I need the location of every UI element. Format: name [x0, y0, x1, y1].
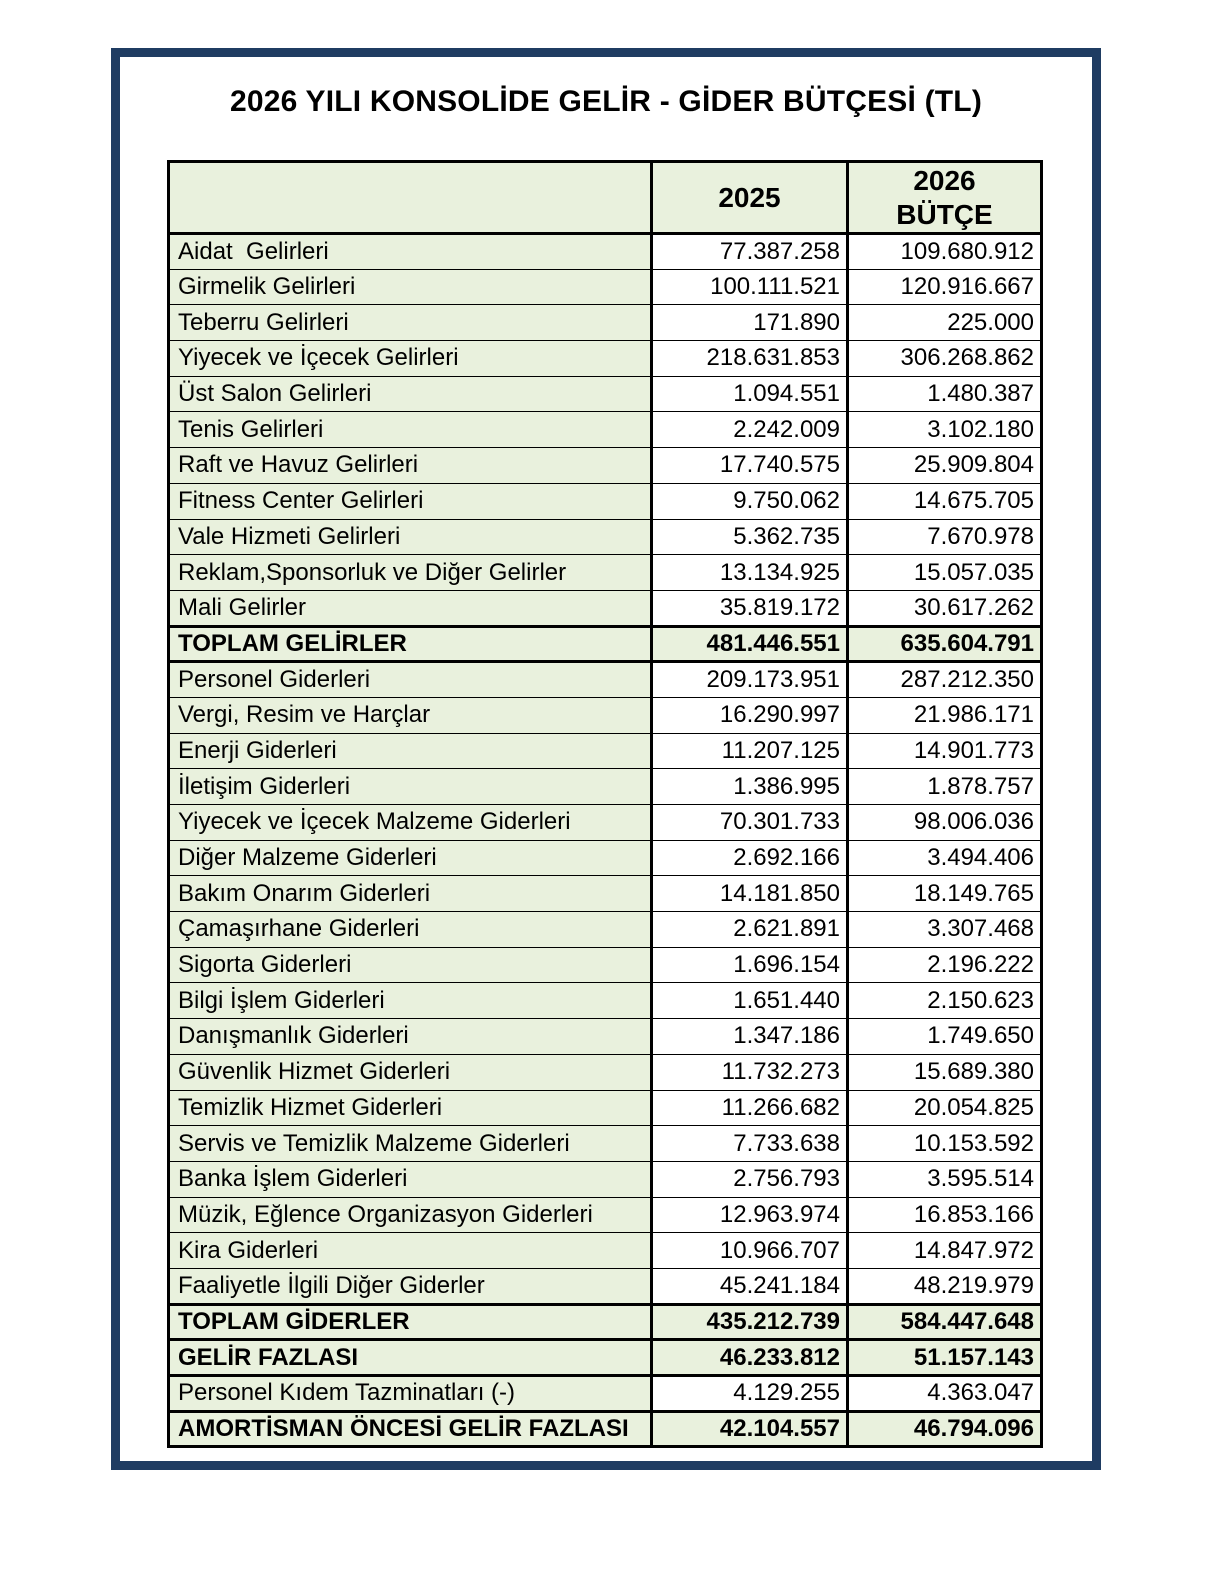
row-value-2026: 46.794.096	[848, 1411, 1042, 1447]
table-row	[169, 805, 1042, 841]
row-value-2025: 4.129.255	[652, 1376, 848, 1412]
row-value-2026: 25.909.804	[848, 448, 1042, 484]
row-value-2025: 2.621.891	[652, 912, 848, 948]
row-value-2025: 218.631.853	[652, 341, 848, 377]
row-label: Servis ve Temizlik Malzeme Giderleri	[169, 1126, 652, 1162]
row-label: Enerji Giderleri	[169, 733, 652, 769]
row-label: Girmelik Gelirleri	[169, 269, 652, 305]
row-value-2025: 5.362.735	[652, 519, 848, 555]
row-value-2026: 98.006.036	[848, 805, 1042, 841]
table-row	[169, 269, 1042, 305]
row-value-2026: 30.617.262	[848, 590, 1042, 626]
table-row	[169, 1340, 1042, 1376]
table-row	[169, 1126, 1042, 1162]
row-value-2026: 14.675.705	[848, 483, 1042, 519]
budget-table	[167, 160, 1043, 1448]
row-value-2025: 11.732.273	[652, 1054, 848, 1090]
table-row	[169, 234, 1042, 270]
row-label: Yiyecek ve İçecek Gelirleri	[169, 341, 652, 377]
row-value-2026: 15.689.380	[848, 1054, 1042, 1090]
row-value-2025: 17.740.575	[652, 448, 848, 484]
row-label: Tenis Gelirleri	[169, 412, 652, 448]
table-row	[169, 983, 1042, 1019]
row-value-2026: 21.986.171	[848, 697, 1042, 733]
row-value-2026: 20.054.825	[848, 1090, 1042, 1126]
row-value-2026: 287.212.350	[848, 662, 1042, 698]
row-value-2025: 35.819.172	[652, 590, 848, 626]
row-label: Çamaşırhane Giderleri	[169, 912, 652, 948]
row-label: Personel Giderleri	[169, 662, 652, 698]
row-value-2026: 1.749.650	[848, 1019, 1042, 1055]
table-row	[169, 519, 1042, 555]
table-row	[169, 626, 1042, 662]
table-row	[169, 912, 1042, 948]
table-row	[169, 590, 1042, 626]
row-value-2026: 15.057.035	[848, 555, 1042, 591]
row-value-2025: 11.207.125	[652, 733, 848, 769]
header-2026-butce	[848, 162, 1042, 234]
row-label: TOPLAM GELİRLER	[169, 626, 652, 662]
row-value-2025: 481.446.551	[652, 626, 848, 662]
row-value-2026: 14.901.773	[848, 733, 1042, 769]
row-label: AMORTİSMAN ÖNCESİ GELİR FAZLASI	[169, 1411, 652, 1447]
table-row	[169, 1376, 1042, 1412]
table-row	[169, 840, 1042, 876]
table-row	[169, 305, 1042, 341]
row-label: Personel Kıdem Tazminatları (-)	[169, 1376, 652, 1412]
table-row	[169, 769, 1042, 805]
header-2026-line1: 2026	[913, 164, 976, 196]
row-label: Raft ve Havuz Gelirleri	[169, 448, 652, 484]
row-value-2025: 1.347.186	[652, 1019, 848, 1055]
row-value-2025: 46.233.812	[652, 1340, 848, 1376]
row-value-2026: 2.196.222	[848, 947, 1042, 983]
table-row	[169, 341, 1042, 377]
row-value-2026: 3.102.180	[848, 412, 1042, 448]
row-value-2025: 42.104.557	[652, 1411, 848, 1447]
table-row	[169, 1054, 1042, 1090]
row-value-2026: 3.595.514	[848, 1161, 1042, 1197]
row-label: Aidat Gelirleri	[169, 234, 652, 270]
row-value-2025: 100.111.521	[652, 269, 848, 305]
header-empty-cell	[169, 162, 652, 234]
table-row	[169, 947, 1042, 983]
table-row	[169, 448, 1042, 484]
row-label: Temizlik Hizmet Giderleri	[169, 1090, 652, 1126]
row-label: İletişim Giderleri	[169, 769, 652, 805]
table-row	[169, 697, 1042, 733]
header-row	[169, 162, 1042, 234]
row-value-2026: 16.853.166	[848, 1197, 1042, 1233]
row-value-2026: 1.480.387	[848, 376, 1042, 412]
table-row	[169, 1268, 1042, 1304]
row-label: Faaliyetle İlgili Diğer Giderler	[169, 1268, 652, 1304]
row-label: Kira Giderleri	[169, 1233, 652, 1269]
row-label: Diğer Malzeme Giderleri	[169, 840, 652, 876]
row-value-2025: 16.290.997	[652, 697, 848, 733]
row-value-2026: 1.878.757	[848, 769, 1042, 805]
row-value-2025: 1.386.995	[652, 769, 848, 805]
row-value-2025: 11.266.682	[652, 1090, 848, 1126]
row-value-2025: 10.966.707	[652, 1233, 848, 1269]
row-value-2026: 14.847.972	[848, 1233, 1042, 1269]
row-label: Teberru Gelirleri	[169, 305, 652, 341]
row-label: Danışmanlık Giderleri	[169, 1019, 652, 1055]
row-value-2026: 7.670.978	[848, 519, 1042, 555]
row-value-2025: 435.212.739	[652, 1304, 848, 1340]
row-value-2026: 48.219.979	[848, 1268, 1042, 1304]
row-label: GELİR FAZLASI	[169, 1340, 652, 1376]
row-value-2025: 1.651.440	[652, 983, 848, 1019]
row-value-2025: 2.756.793	[652, 1161, 848, 1197]
table-row	[169, 1233, 1042, 1269]
row-value-2026: 4.363.047	[848, 1376, 1042, 1412]
table-row	[169, 876, 1042, 912]
row-value-2025: 14.181.850	[652, 876, 848, 912]
row-label: Sigorta Giderleri	[169, 947, 652, 983]
row-value-2026: 225.000	[848, 305, 1042, 341]
header-2025: 2025	[652, 162, 848, 234]
row-value-2026: 3.494.406	[848, 840, 1042, 876]
page-title: 2026 YILI KONSOLİDE GELİR - GİDER BÜTÇESİ (TL)	[229, 85, 983, 118]
row-label: Reklam,Sponsorluk ve Diğer Gelirler	[169, 555, 652, 591]
table-row	[169, 1411, 1042, 1447]
table-body	[169, 234, 1042, 1447]
row-label: Güvenlik Hizmet Giderleri	[169, 1054, 652, 1090]
row-value-2025: 12.963.974	[652, 1197, 848, 1233]
row-value-2025: 171.890	[652, 305, 848, 341]
row-label: Vergi, Resim ve Harçlar	[169, 697, 652, 733]
row-value-2025: 7.733.638	[652, 1126, 848, 1162]
row-value-2026: 306.268.862	[848, 341, 1042, 377]
row-value-2025: 13.134.925	[652, 555, 848, 591]
row-label: Bakım Onarım Giderleri	[169, 876, 652, 912]
row-label: Banka İşlem Giderleri	[169, 1161, 652, 1197]
row-value-2026: 2.150.623	[848, 983, 1042, 1019]
row-value-2026: 120.916.667	[848, 269, 1042, 305]
table-row	[169, 1304, 1042, 1340]
header-2026-line2: BÜTÇE	[896, 198, 993, 230]
row-value-2026: 109.680.912	[848, 234, 1042, 270]
row-value-2026: 10.153.592	[848, 1126, 1042, 1162]
table-row	[169, 662, 1042, 698]
page-frame	[111, 48, 1101, 1470]
row-value-2025: 77.387.258	[652, 234, 848, 270]
row-value-2026: 635.604.791	[848, 626, 1042, 662]
row-label: Mali Gelirler	[169, 590, 652, 626]
table-row	[169, 1019, 1042, 1055]
table-header	[169, 162, 1042, 234]
row-label: Müzik, Eğlence Organizasyon Giderleri	[169, 1197, 652, 1233]
row-value-2025: 209.173.951	[652, 662, 848, 698]
row-value-2025: 2.242.009	[652, 412, 848, 448]
row-value-2025: 1.696.154	[652, 947, 848, 983]
table-row	[169, 483, 1042, 519]
row-label: Yiyecek ve İçecek Malzeme Giderleri	[169, 805, 652, 841]
table-row	[169, 1197, 1042, 1233]
row-label: Bilgi İşlem Giderleri	[169, 983, 652, 1019]
row-value-2025: 2.692.166	[652, 840, 848, 876]
table-row	[169, 1161, 1042, 1197]
table-row	[169, 555, 1042, 591]
row-value-2025: 9.750.062	[652, 483, 848, 519]
row-label: Vale Hizmeti Gelirleri	[169, 519, 652, 555]
row-value-2025: 70.301.733	[652, 805, 848, 841]
row-value-2025: 45.241.184	[652, 1268, 848, 1304]
row-value-2026: 51.157.143	[848, 1340, 1042, 1376]
row-value-2026: 3.307.468	[848, 912, 1042, 948]
row-label: Fitness Center Gelirleri	[169, 483, 652, 519]
row-value-2026: 584.447.648	[848, 1304, 1042, 1340]
row-value-2025: 1.094.551	[652, 376, 848, 412]
row-value-2026: 18.149.765	[848, 876, 1042, 912]
row-label: Üst Salon Gelirleri	[169, 376, 652, 412]
row-label: TOPLAM GİDERLER	[169, 1304, 652, 1340]
table-row	[169, 376, 1042, 412]
table-row	[169, 1090, 1042, 1126]
table-row	[169, 733, 1042, 769]
table-row	[169, 412, 1042, 448]
